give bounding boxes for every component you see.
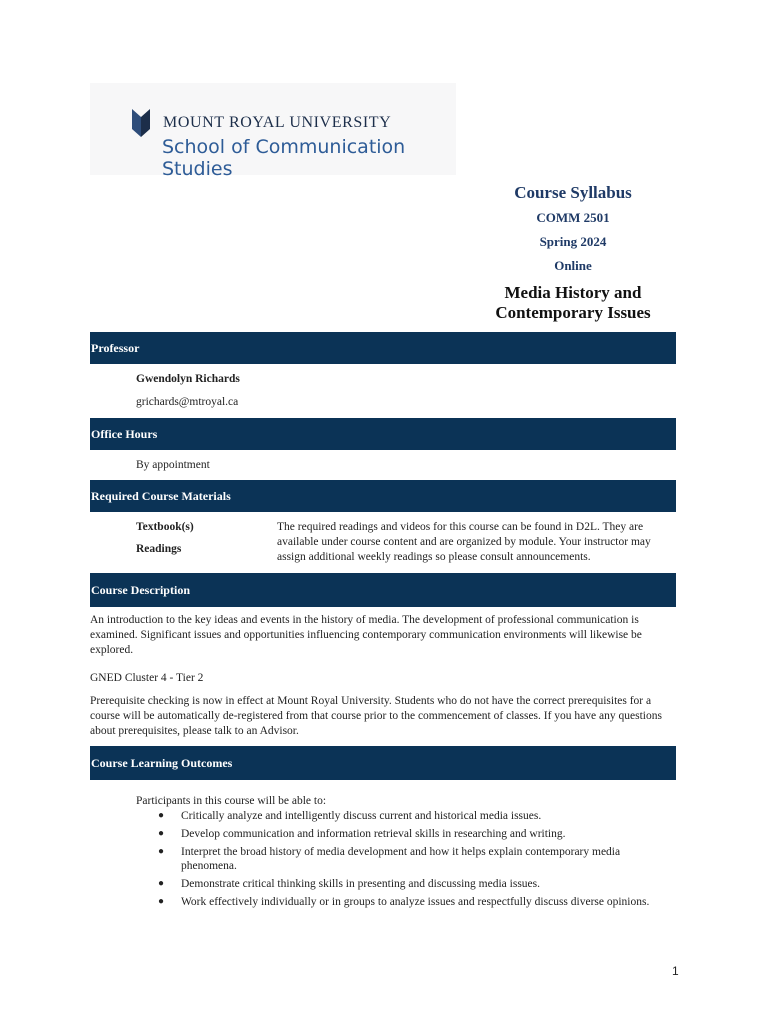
outcome-item: ● Work effectively individually or in groups to analyze issues and respectfully discuss diverse opinions. [136,895,676,909]
course-name [470,283,676,323]
materials-label-textbooks: Textbook(s) [136,521,194,533]
description-paragraph-1: An introduction to the key ideas and events in the history of media. The development of professional communication is examined. Significant issues and opportunities influencing contemporary communication environments will likewise be explored. [90,614,642,656]
section-header-professor: Professor [90,332,676,364]
section-header-outcomes: Course Learning Outcomes [90,746,676,780]
course-mode: Online [554,258,592,273]
materials-label-readings: Readings [136,543,182,555]
university-logo [90,83,456,180]
description-gned: GNED Cluster 4 - Tier 2 [90,672,204,684]
outcome-item: ● Demonstrate critical thinking skills in presenting and discussing media issues. [136,877,676,891]
professor-email[interactable]: grichards@mtroyal.ca [136,396,239,408]
course-code: COMM 2501 [536,210,610,225]
page-number: 1 [672,964,679,978]
logo-university-name: MOUNT ROYAL UNIVERSITY [163,114,392,131]
outcomes-intro: Participants in this course will be able to: [136,795,327,807]
office-hours-text: By appointment [136,459,210,471]
shield-logo-icon [132,109,150,137]
section-header-materials: Required Course Materials [90,480,676,512]
professor-name: Gwendolyn Richards [136,373,240,385]
description-prerequisites: Prerequisite checking is now in effect at Mount Royal University. Students who do not have the correct prerequisites for a course will be automatically de-registered from that course prior to the commencement of classes. If you have any questions about prerequisites, please talk to an Advisor. [90,695,662,737]
course-name-line2: Contemporary Issues [495,303,651,322]
section-header-description: Course Description [90,573,676,607]
outcome-item: ● Develop communication and information retrieval skills in researching and writing. [136,827,676,841]
course-name-line1: Media History and [504,283,642,302]
outcome-item: ● Interpret the broad history of media development and how it helps explain contemporary media phenomena. [136,845,676,873]
course-term: Spring 2024 [539,234,607,249]
section-header-office-hours: Office Hours [90,418,676,450]
syllabus-title: Course Syllabus [514,183,632,202]
logo-school-name: School of Communication Studies [162,136,406,180]
materials-text: The required readings and videos for this course can be found in D2L. They are available under course content and are organized by module. Your instructor may assign additional weekly readings so please consult announcements. [277,521,651,563]
outcome-item: ● Critically analyze and intelligently discuss current and historical media issues. [136,809,676,823]
outcomes-list [136,809,676,913]
